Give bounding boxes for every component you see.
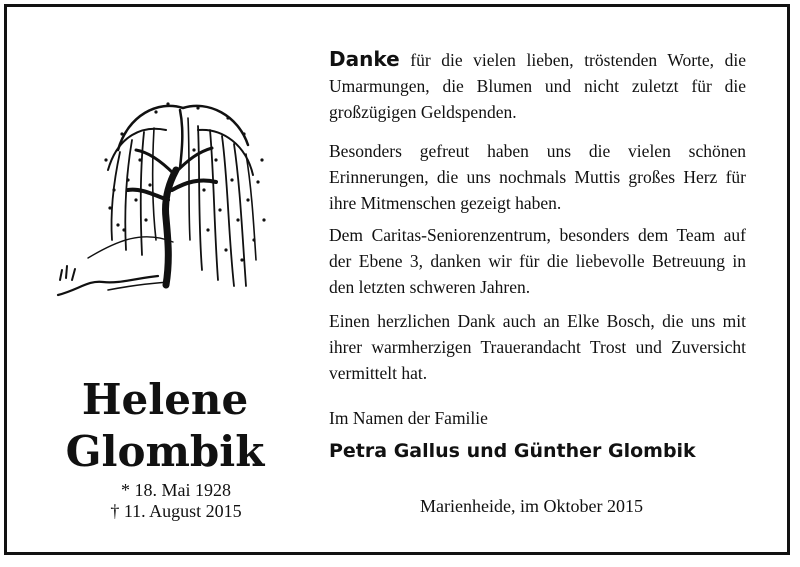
deceased-last-name: Glombik <box>65 427 265 476</box>
caritas-paragraph: Dem Caritas-Seniorenzentrum, besonders dem Team auf der Ebene 3, danken wir für die liebevolle Betreuung in den letzten schweren Jahren. <box>329 225 746 297</box>
family-intro: Im Namen der Familie <box>329 408 488 428</box>
memories-paragraph: Besonders gefreut haben uns die vielen schönen Erinnerungen, die uns nochmals Muttis großes Herz für ihre Mitmenschen gezeigt haben. <box>329 141 746 213</box>
thanks-paragraph-text: für die vielen lieben, tröstenden Worte, die Umarmungen, die Blumen und nicht zuletzt für die großzügigen Geldspenden. <box>329 50 746 122</box>
death-date: † 11. August 2015 <box>110 501 242 521</box>
thanks-lead-word: Danke <box>329 47 400 71</box>
thanks-paragraph <box>329 46 746 125</box>
signer-names: Petra Gallus und Günther Glombik <box>329 440 696 462</box>
weeping-willow-icon <box>48 90 283 305</box>
elke-bosch-paragraph: Einen herzlichen Dank auch an Elke Bosch, die uns mit ihrer warmherzigen Trauerandacht Trost und Zuversicht vermittelt hat. <box>329 311 746 383</box>
deceased-first-name: Helene <box>81 375 249 424</box>
birth-date: * 18. Mai 1928 <box>121 480 231 500</box>
place-and-date: Marienheide, im Oktober 2015 <box>420 496 643 516</box>
